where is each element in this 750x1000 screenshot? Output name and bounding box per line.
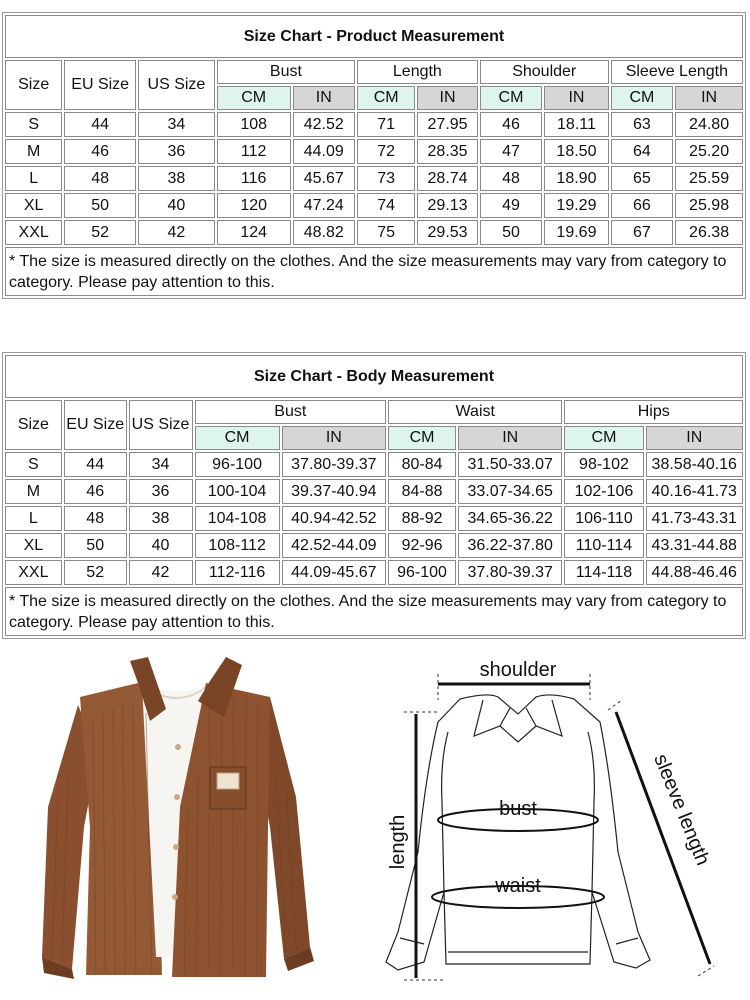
measurement-cell: 26.38 bbox=[675, 220, 743, 245]
size-row bbox=[5, 560, 743, 585]
measurement-cell: 74 bbox=[357, 193, 415, 218]
measurement-cell: 38.58-40.16 bbox=[646, 452, 744, 477]
measurement-cell: 98-102 bbox=[564, 452, 643, 477]
length-header: Length bbox=[357, 60, 478, 84]
measurement-cell: 71 bbox=[357, 112, 415, 137]
measurement-cell: 72 bbox=[357, 139, 415, 164]
size-label-cell: XXL bbox=[5, 220, 62, 245]
measurement-cell: 46 bbox=[64, 479, 127, 504]
measurement-cell: 42.52 bbox=[293, 112, 355, 137]
chart-title: Size Chart - Body Measurement bbox=[5, 355, 743, 398]
measurement-cell: 96-100 bbox=[195, 452, 280, 477]
measurement-cell: 28.35 bbox=[417, 139, 477, 164]
measurement-cell: 36 bbox=[129, 479, 193, 504]
body-size-chart bbox=[2, 352, 746, 639]
measurement-cell: 73 bbox=[357, 166, 415, 191]
in-header: IN bbox=[544, 86, 609, 110]
body-size-table bbox=[2, 352, 746, 639]
measurement-cell: 36.22-37.80 bbox=[458, 533, 562, 558]
measurement-cell: 44.09 bbox=[293, 139, 355, 164]
measurement-cell: 48 bbox=[480, 166, 542, 191]
size-row bbox=[5, 506, 743, 531]
measurement-cell: 28.74 bbox=[417, 166, 477, 191]
measurement-cell: 112 bbox=[217, 139, 291, 164]
product-size-chart bbox=[2, 12, 746, 299]
measurement-cell: 88-92 bbox=[388, 506, 456, 531]
measurement-cell: 36 bbox=[138, 139, 215, 164]
size-row bbox=[5, 139, 743, 164]
size-label-cell: L bbox=[5, 506, 62, 531]
size-row bbox=[5, 166, 743, 191]
measurement-cell: 34 bbox=[129, 452, 193, 477]
length-label: length bbox=[387, 814, 409, 870]
measurement-cell: 18.11 bbox=[544, 112, 609, 137]
measurement-cell: 38 bbox=[138, 166, 215, 191]
measurement-cell: 45.67 bbox=[293, 166, 355, 191]
size-row bbox=[5, 452, 743, 477]
waist-header: Waist bbox=[388, 400, 562, 424]
in-header: IN bbox=[282, 426, 386, 450]
cm-header: CM bbox=[480, 86, 542, 110]
measurement-cell: 18.50 bbox=[544, 139, 609, 164]
eu-size-header: EU Size bbox=[64, 60, 136, 110]
size-header: Size bbox=[5, 400, 62, 450]
product-size-rows bbox=[5, 112, 743, 245]
measurement-cell: 33.07-34.65 bbox=[458, 479, 562, 504]
measurement-cell: 43.31-44.88 bbox=[646, 533, 744, 558]
measurement-cell: 47.24 bbox=[293, 193, 355, 218]
in-header: IN bbox=[458, 426, 562, 450]
size-row bbox=[5, 533, 743, 558]
size-label-cell: XL bbox=[5, 193, 62, 218]
in-header: IN bbox=[646, 426, 744, 450]
size-header: Size bbox=[5, 60, 62, 110]
size-row bbox=[5, 112, 743, 137]
measurement-cell: 40 bbox=[129, 533, 193, 558]
measurement-cell: 37.80-39.37 bbox=[458, 560, 562, 585]
measurement-cell: 25.20 bbox=[675, 139, 743, 164]
measurement-cell: 34 bbox=[138, 112, 215, 137]
bust-label: bust bbox=[499, 798, 537, 820]
measurement-cell: 50 bbox=[480, 220, 542, 245]
measurement-cell: 44 bbox=[64, 112, 136, 137]
size-label-cell: M bbox=[5, 139, 62, 164]
bust-header: Bust bbox=[195, 400, 387, 424]
measurement-cell: 29.13 bbox=[417, 193, 477, 218]
sleeve-length-header: Sleeve Length bbox=[611, 60, 743, 84]
measurement-cell: 108-112 bbox=[195, 533, 280, 558]
measurement-cell: 47 bbox=[480, 139, 542, 164]
measurement-cell: 24.80 bbox=[675, 112, 743, 137]
measurement-cell: 84-88 bbox=[388, 479, 456, 504]
measurement-cell: 52 bbox=[64, 560, 127, 585]
measurement-cell: 41.73-43.31 bbox=[646, 506, 744, 531]
waist-label: waist bbox=[495, 875, 541, 897]
cm-header: CM bbox=[357, 86, 415, 110]
measurement-cell: 25.98 bbox=[675, 193, 743, 218]
us-size-header: US Size bbox=[129, 400, 193, 450]
measurement-cell: 66 bbox=[611, 193, 673, 218]
measurement-cell: 52 bbox=[64, 220, 136, 245]
measurement-cell: 50 bbox=[64, 533, 127, 558]
product-size-table bbox=[2, 12, 746, 299]
cm-header: CM bbox=[611, 86, 673, 110]
measurement-cell: 40.16-41.73 bbox=[646, 479, 744, 504]
measurement-cell: 25.59 bbox=[675, 166, 743, 191]
bust-header: Bust bbox=[217, 60, 355, 84]
measurement-cell: 40.94-42.52 bbox=[282, 506, 386, 531]
measurement-cell: 67 bbox=[611, 220, 673, 245]
measurement-cell: 44.88-46.46 bbox=[646, 560, 744, 585]
measurement-cell: 110-114 bbox=[564, 533, 643, 558]
measurement-cell: 42 bbox=[138, 220, 215, 245]
size-row bbox=[5, 220, 743, 245]
measurement-cell: 65 bbox=[611, 166, 673, 191]
measurement-cell: 92-96 bbox=[388, 533, 456, 558]
size-row bbox=[5, 479, 743, 504]
size-note: * The size is measured directly on the clothes. And the size measurements may vary from category to category. Please pay attention to this. bbox=[5, 587, 743, 636]
measurement-cell: 44 bbox=[64, 452, 127, 477]
measurement-cell: 49 bbox=[480, 193, 542, 218]
in-header: IN bbox=[293, 86, 355, 110]
size-label-cell: M bbox=[5, 479, 62, 504]
measurement-cell: 48.82 bbox=[293, 220, 355, 245]
measurement-cell: 19.69 bbox=[544, 220, 609, 245]
measurement-cell: 44.09-45.67 bbox=[282, 560, 386, 585]
measurement-cell: 102-106 bbox=[564, 479, 643, 504]
measurement-cell: 42 bbox=[129, 560, 193, 585]
measurement-cell: 116 bbox=[217, 166, 291, 191]
measurement-cell: 64 bbox=[611, 139, 673, 164]
measurement-cell: 39.37-40.94 bbox=[282, 479, 386, 504]
size-label-cell: XXL bbox=[5, 560, 62, 585]
shoulder-label: shoulder bbox=[479, 659, 557, 681]
measurement-cell: 112-116 bbox=[195, 560, 280, 585]
cm-header: CM bbox=[564, 426, 643, 450]
measurement-cell: 40 bbox=[138, 193, 215, 218]
measurement-cell: 38 bbox=[129, 506, 193, 531]
shirt-product-photo bbox=[38, 657, 320, 982]
measurement-cell: 100-104 bbox=[195, 479, 280, 504]
measurement-cell: 114-118 bbox=[564, 560, 643, 585]
chart-title: Size Chart - Product Measurement bbox=[5, 15, 743, 58]
size-note: * The size is measured directly on the clothes. And the size measurements may vary from category to category. Please pay attention to this. bbox=[5, 247, 743, 296]
measurement-cell: 124 bbox=[217, 220, 291, 245]
size-label-cell: S bbox=[5, 452, 62, 477]
size-label-cell: S bbox=[5, 112, 62, 137]
hips-header: Hips bbox=[564, 400, 743, 424]
cm-header: CM bbox=[217, 86, 291, 110]
size-label-cell: XL bbox=[5, 533, 62, 558]
measurement-cell: 96-100 bbox=[388, 560, 456, 585]
measurement-cell: 106-110 bbox=[564, 506, 643, 531]
in-header: IN bbox=[675, 86, 743, 110]
cm-header: CM bbox=[195, 426, 280, 450]
measurement-cell: 27.95 bbox=[417, 112, 477, 137]
measurement-cell: 46 bbox=[480, 112, 542, 137]
size-row bbox=[5, 193, 743, 218]
measurement-cell: 42.52-44.09 bbox=[282, 533, 386, 558]
measurement-cell: 108 bbox=[217, 112, 291, 137]
measurement-cell: 29.53 bbox=[417, 220, 477, 245]
measurement-cell: 104-108 bbox=[195, 506, 280, 531]
measurement-cell: 120 bbox=[217, 193, 291, 218]
sleeve-length-label: sleeve length bbox=[649, 750, 714, 869]
size-label-cell: L bbox=[5, 166, 62, 191]
shoulder-header: Shoulder bbox=[480, 60, 609, 84]
measurement-diagram bbox=[338, 652, 750, 997]
measurement-cell: 75 bbox=[357, 220, 415, 245]
measurement-cell: 48 bbox=[64, 166, 136, 191]
cm-header: CM bbox=[388, 426, 456, 450]
measurement-cell: 48 bbox=[64, 506, 127, 531]
measurement-cell: 19.29 bbox=[544, 193, 609, 218]
measurement-cell: 50 bbox=[64, 193, 136, 218]
measurement-cell: 63 bbox=[611, 112, 673, 137]
measurement-cell: 46 bbox=[64, 139, 136, 164]
measurement-cell: 34.65-36.22 bbox=[458, 506, 562, 531]
measurement-cell: 31.50-33.07 bbox=[458, 452, 562, 477]
body-size-rows bbox=[5, 452, 743, 585]
us-size-header: US Size bbox=[138, 60, 215, 110]
measurement-cell: 18.90 bbox=[544, 166, 609, 191]
measurement-cell: 37.80-39.37 bbox=[282, 452, 386, 477]
measurement-cell: 80-84 bbox=[388, 452, 456, 477]
in-header: IN bbox=[417, 86, 477, 110]
eu-size-header: EU Size bbox=[64, 400, 127, 450]
